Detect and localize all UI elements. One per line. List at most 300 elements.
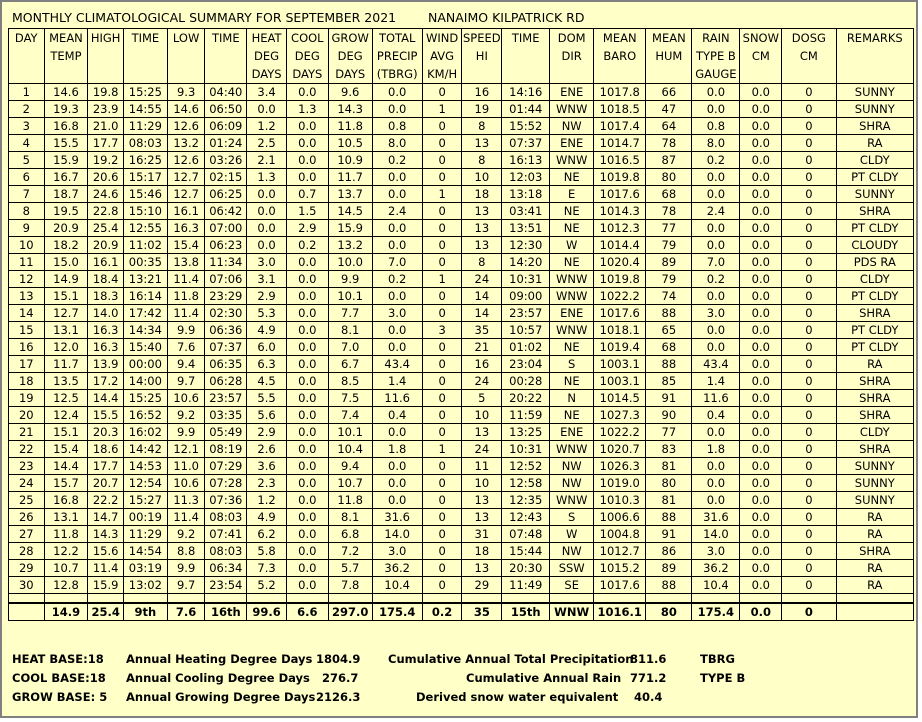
table-cell: 07:00 (205, 220, 247, 237)
grow-base-value: 5 (99, 690, 108, 704)
table-cell: 0.8 (692, 118, 740, 135)
table-cell: 11:49 (502, 577, 550, 594)
spacer-cell (247, 594, 287, 604)
table-cell: 10.4 (372, 577, 422, 594)
column-header-line: MEAN (652, 31, 686, 45)
table-cell: 0 (422, 458, 462, 475)
table-cell: 06:23 (205, 237, 247, 254)
spacer-cell (422, 594, 462, 604)
table-cell: 15.9 (44, 152, 88, 169)
totals-cell: 16th (205, 603, 247, 621)
table-cell: 9.4 (328, 458, 372, 475)
totals-cell: 9th (123, 603, 167, 621)
table-cell: 24 (462, 373, 502, 390)
table-cell: 0 (782, 373, 836, 390)
table-cell: 68 (646, 339, 692, 356)
table-cell: 1022.2 (594, 424, 646, 441)
column-header-line: COOL (291, 31, 324, 45)
table-cell: 47 (646, 101, 692, 118)
table-cell: 18.4 (88, 271, 124, 288)
table-cell: 0.0 (286, 526, 328, 543)
table-cell: 1014.3 (594, 203, 646, 220)
spacer-cell (502, 594, 550, 604)
table-cell: 2.1 (247, 152, 287, 169)
column-header (462, 29, 502, 84)
table-cell: 15.7 (44, 475, 88, 492)
table-cell: 0.0 (372, 237, 422, 254)
table-cell: 1014.7 (594, 135, 646, 152)
table-cell: 11.3 (167, 492, 205, 509)
table-cell: 2.9 (247, 424, 287, 441)
spacer-row (9, 594, 914, 604)
table-cell: 1020.4 (594, 254, 646, 271)
table-cell: 0.0 (286, 492, 328, 509)
table-cell: 14.6 (167, 101, 205, 118)
table-cell: 13:25 (502, 424, 550, 441)
table-cell: 13:02 (123, 577, 167, 594)
table-cell: 6 (9, 169, 45, 186)
table-cell: 1 (422, 441, 462, 458)
spacer-cell (372, 594, 422, 604)
table-cell: 0 (422, 492, 462, 509)
totals-cell: 0.2 (422, 603, 462, 621)
table-cell: 11.7 (44, 356, 88, 373)
table-cell: 0.0 (740, 390, 782, 407)
table-cell: 00:00 (123, 356, 167, 373)
table-cell: 15.4 (167, 237, 205, 254)
table-cell: 0.0 (740, 407, 782, 424)
table-cell: 13 (462, 220, 502, 237)
table-cell: 06:09 (205, 118, 247, 135)
table-cell: 85 (646, 373, 692, 390)
column-header (88, 29, 124, 84)
table-cell: 74 (646, 288, 692, 305)
table-cell: NW (550, 475, 594, 492)
table-cell: 7.2 (328, 543, 372, 560)
totals-cell: 6.6 (286, 603, 328, 621)
table-cell: 0.0 (692, 458, 740, 475)
table-cell: 0.0 (372, 322, 422, 339)
table-cell: 9.3 (167, 84, 205, 101)
table-cell: 20.9 (44, 220, 88, 237)
table-cell: 0.0 (740, 441, 782, 458)
table-cell: 0 (782, 407, 836, 424)
table-row (9, 152, 914, 169)
table-cell: 18.3 (88, 288, 124, 305)
table-cell: 12.6 (167, 118, 205, 135)
spacer-cell (88, 594, 124, 604)
table-cell: 80 (646, 169, 692, 186)
table-cell: 15:10 (123, 203, 167, 220)
table-cell: 16:02 (123, 424, 167, 441)
table-cell: 19.3 (44, 101, 88, 118)
table-cell: 0.0 (286, 441, 328, 458)
column-header-line: DEG (254, 49, 280, 63)
table-cell: 20 (9, 407, 45, 424)
table-cell: 13:21 (123, 271, 167, 288)
table-cell: 0 (782, 186, 836, 203)
table-cell: ENE (550, 424, 594, 441)
table-cell: 15.9 (88, 577, 124, 594)
table-cell: 02:30 (205, 305, 247, 322)
spacer-cell (44, 594, 88, 604)
table-cell: W (550, 526, 594, 543)
column-header (123, 29, 167, 84)
table-cell: 0 (782, 424, 836, 441)
table-cell: 06:25 (205, 186, 247, 203)
table-cell: 11.8 (167, 288, 205, 305)
cum-precip-label: Cumulative Annual Total Precipitation (388, 652, 634, 666)
table-cell: 7.0 (372, 254, 422, 271)
table-cell: 12.5 (44, 390, 88, 407)
table-cell: 0.0 (692, 84, 740, 101)
table-cell: 18.7 (44, 186, 88, 203)
table-cell: 77 (646, 220, 692, 237)
table-cell: 10.4 (328, 441, 372, 458)
spacer-cell (646, 594, 692, 604)
table-cell: 12.6 (167, 152, 205, 169)
table-cell: 0.0 (286, 356, 328, 373)
table-cell: 11.6 (692, 390, 740, 407)
table-cell: 0 (422, 339, 462, 356)
spacer-cell (740, 594, 782, 604)
table-row (9, 526, 914, 543)
table-cell: 14.3 (88, 526, 124, 543)
table-cell: 16:13 (502, 152, 550, 169)
column-header (205, 29, 247, 84)
table-cell: 0.0 (740, 356, 782, 373)
table-row (9, 577, 914, 594)
table-cell: PT CLDY (836, 339, 913, 356)
table-cell: 10.9 (328, 152, 372, 169)
column-header-line: CM (799, 49, 818, 63)
column-header-line: TIME (212, 31, 240, 45)
table-cell: 29 (462, 577, 502, 594)
table-cell: 9.7 (167, 373, 205, 390)
table-cell: 22.8 (88, 203, 124, 220)
table-cell: 0 (782, 509, 836, 526)
table-cell: 12.7 (167, 169, 205, 186)
table-row (9, 254, 914, 271)
table-cell: 23:29 (205, 288, 247, 305)
table-cell: 7.5 (328, 390, 372, 407)
table-cell: 7.4 (328, 407, 372, 424)
table-cell: 10.1 (328, 288, 372, 305)
table-cell: 0.0 (286, 373, 328, 390)
table-cell: 13 (462, 492, 502, 509)
table-cell: 16.1 (167, 203, 205, 220)
column-header-line: SNOW (742, 31, 779, 45)
column-header-line: GROW (331, 31, 369, 45)
table-cell: 07:37 (205, 339, 247, 356)
table-cell: 0.0 (247, 237, 287, 254)
table-cell: 0.0 (740, 203, 782, 220)
totals-cell (9, 603, 45, 621)
cool-base (12, 671, 106, 685)
table-cell: 1.4 (372, 373, 422, 390)
table-cell: 6.3 (247, 356, 287, 373)
cool-base-value: 18 (89, 671, 106, 685)
cool-base-label: COOL BASE: (12, 671, 90, 685)
table-cell: 0 (422, 118, 462, 135)
table-cell: 14.0 (88, 305, 124, 322)
table-cell: 13.1 (44, 509, 88, 526)
table-cell: 0.0 (286, 84, 328, 101)
table-cell: 0.0 (740, 475, 782, 492)
column-header-line: TOTAL (378, 31, 416, 45)
table-cell: 11:02 (123, 237, 167, 254)
table-cell: 0.0 (286, 322, 328, 339)
table-cell: 81 (646, 458, 692, 475)
table-cell: 0.0 (740, 220, 782, 237)
table-cell: 11.6 (372, 390, 422, 407)
spacer-cell (167, 594, 205, 604)
table-cell: 3.0 (247, 254, 287, 271)
table-cell: 12:43 (502, 509, 550, 526)
table-cell: SUNNY (836, 475, 913, 492)
table-cell: SUNNY (836, 492, 913, 509)
table-cell: 1015.2 (594, 560, 646, 577)
table-cell: 25.4 (88, 220, 124, 237)
table-cell: 1.2 (247, 492, 287, 509)
table-cell: 13 (462, 203, 502, 220)
table-cell: 2.5 (247, 135, 287, 152)
table-cell: PT CLDY (836, 220, 913, 237)
table-cell: 16 (462, 356, 502, 373)
table-cell: 31.6 (692, 509, 740, 526)
table-cell: RA (836, 509, 913, 526)
table-cell: 8.0 (372, 135, 422, 152)
table-cell: 11:34 (205, 254, 247, 271)
table-cell: 7.8 (328, 577, 372, 594)
table-cell: 01:44 (502, 101, 550, 118)
table-cell: 12.8 (44, 577, 88, 594)
table-cell: 1017.8 (594, 84, 646, 101)
table-cell: 15:46 (123, 186, 167, 203)
table-cell: 16:14 (123, 288, 167, 305)
table-cell: 9.4 (167, 356, 205, 373)
table-cell: 15.5 (88, 407, 124, 424)
table-cell: 16.3 (88, 322, 124, 339)
table-cell: 0.0 (740, 458, 782, 475)
annual-cooling-label: Annual Cooling Degree Days (126, 671, 310, 685)
totals-cell: 175.4 (692, 603, 740, 621)
table-cell: 0.0 (740, 84, 782, 101)
spacer-cell (9, 594, 45, 604)
table-cell: 8 (462, 254, 502, 271)
table-cell: 8 (462, 118, 502, 135)
table-cell: 10:31 (502, 271, 550, 288)
table-cell: 1010.3 (594, 492, 646, 509)
table-row (9, 220, 914, 237)
table-cell: 0 (422, 390, 462, 407)
table-cell: 07:36 (205, 492, 247, 509)
table-cell: 19.2 (88, 152, 124, 169)
table-cell: 3.1 (247, 271, 287, 288)
table-cell: 90 (646, 407, 692, 424)
table-cell: 0.0 (692, 288, 740, 305)
table-cell: 11:29 (123, 118, 167, 135)
column-header (372, 29, 422, 84)
title-bar (8, 10, 908, 26)
table-cell: 14.4 (88, 390, 124, 407)
table-cell: 13 (9, 288, 45, 305)
table-cell: CLDY (836, 424, 913, 441)
table-cell: 12.0 (44, 339, 88, 356)
table-cell: 13.7 (328, 186, 372, 203)
table-cell: 12.4 (44, 407, 88, 424)
table-row (9, 305, 914, 322)
table-cell: NE (550, 339, 594, 356)
table-cell: 15.5 (44, 135, 88, 152)
table-cell: NW (550, 118, 594, 135)
table-cell: 02:15 (205, 169, 247, 186)
table-cell: 10.7 (44, 560, 88, 577)
table-cell: 07:29 (205, 458, 247, 475)
table-cell: 0 (782, 135, 836, 152)
table-cell: 31.6 (372, 509, 422, 526)
table-cell: 0.0 (372, 458, 422, 475)
table-cell: 9.9 (167, 322, 205, 339)
table-cell: 1019.4 (594, 339, 646, 356)
annual-growing-value: 2126.3 (316, 690, 361, 704)
table-cell: 11:59 (502, 407, 550, 424)
table-cell: 00:28 (502, 373, 550, 390)
table-cell: 10:31 (502, 441, 550, 458)
table-cell: 5.2 (247, 577, 287, 594)
table-cell: 16:52 (123, 407, 167, 424)
column-header (44, 29, 88, 84)
spacer-cell (286, 594, 328, 604)
table-cell: 04:40 (205, 84, 247, 101)
column-header-line: DAYS (292, 67, 323, 81)
notes-section (8, 636, 914, 714)
table-cell: 9.7 (167, 577, 205, 594)
table-cell: 1016.5 (594, 152, 646, 169)
table-cell: 14:54 (123, 543, 167, 560)
column-header-line: SPEED (463, 31, 501, 45)
table-cell: 1019.8 (594, 169, 646, 186)
table-cell: 13 (462, 560, 502, 577)
table-cell: 11.7 (328, 169, 372, 186)
table-cell: NW (550, 543, 594, 560)
table-cell: 24 (462, 271, 502, 288)
table-cell: 7.0 (692, 254, 740, 271)
table-cell: 0.0 (247, 203, 287, 220)
table-cell: 11.4 (167, 305, 205, 322)
table-cell: 07:37 (502, 135, 550, 152)
table-cell: 03:35 (205, 407, 247, 424)
column-header (167, 29, 205, 84)
table-cell: 36.2 (372, 560, 422, 577)
totals-cell: 99.6 (247, 603, 287, 621)
table-row (9, 169, 914, 186)
table-cell: 07:06 (205, 271, 247, 288)
table-cell: 12.1 (167, 441, 205, 458)
table-cell: 20:22 (502, 390, 550, 407)
table-cell: 15.9 (328, 220, 372, 237)
table-cell: 0 (422, 424, 462, 441)
table-cell: 3.0 (372, 305, 422, 322)
table-cell: 0 (422, 509, 462, 526)
table-cell: 13.8 (167, 254, 205, 271)
table-cell: 6.2 (247, 526, 287, 543)
table-cell: 09:00 (502, 288, 550, 305)
table-cell: RA (836, 135, 913, 152)
table-cell: 21.0 (88, 118, 124, 135)
column-header-line: DAY (14, 31, 38, 45)
table-cell: 1019.8 (594, 271, 646, 288)
totals-cell: 25.4 (88, 603, 124, 621)
table-cell: 14 (9, 305, 45, 322)
totals-cell: 14.9 (44, 603, 88, 621)
table-cell: 0.0 (286, 543, 328, 560)
table-cell: 0 (782, 101, 836, 118)
table-cell: 19.5 (44, 203, 88, 220)
table-cell: 88 (646, 577, 692, 594)
table-cell: 0.0 (740, 373, 782, 390)
column-header-line: TIME (131, 31, 160, 45)
table-cell: ENE (550, 84, 594, 101)
table-cell: 30 (9, 577, 45, 594)
table-cell: 86 (646, 543, 692, 560)
table-cell: NE (550, 169, 594, 186)
totals-cell: 80 (646, 603, 692, 621)
table-cell: 2.9 (247, 288, 287, 305)
table-cell: 12.2 (44, 543, 88, 560)
table-cell: 23 (9, 458, 45, 475)
column-header (692, 29, 740, 84)
table-cell: 0 (782, 220, 836, 237)
table-cell: 9.9 (167, 560, 205, 577)
table-cell: 65 (646, 322, 692, 339)
table-cell: 1017.4 (594, 118, 646, 135)
spacer-cell (836, 594, 913, 604)
table-cell: 14:53 (123, 458, 167, 475)
table-cell: 20:30 (502, 560, 550, 577)
table-cell: ENE (550, 135, 594, 152)
table-cell: 0 (422, 152, 462, 169)
table-row (9, 543, 914, 560)
column-header-line: CM (751, 49, 770, 63)
table-cell: 13.9 (88, 356, 124, 373)
table-row (9, 186, 914, 203)
table-cell: 24 (462, 441, 502, 458)
table-cell: 0.0 (372, 339, 422, 356)
table-cell: 1 (9, 84, 45, 101)
table-cell: 0.0 (692, 237, 740, 254)
table-cell: 13 (462, 135, 502, 152)
totals-cell: 297.0 (328, 603, 372, 621)
spacer-cell (550, 594, 594, 604)
table-cell: 07:48 (502, 526, 550, 543)
column-header (9, 29, 45, 84)
table-cell: 0 (782, 169, 836, 186)
table-cell: 16.1 (88, 254, 124, 271)
table-cell: 5.6 (247, 407, 287, 424)
table-row (9, 560, 914, 577)
table-cell: 15.0 (44, 254, 88, 271)
station-name: NANAIMO KILPATRICK RD (428, 10, 585, 25)
table-cell: 1003.1 (594, 373, 646, 390)
table-cell: 0 (422, 475, 462, 492)
table-cell: 0.0 (740, 543, 782, 560)
table-cell: 26 (9, 509, 45, 526)
table-row (9, 288, 914, 305)
table-cell: 8 (9, 203, 45, 220)
table-cell: NW (550, 458, 594, 475)
table-cell: 0 (782, 84, 836, 101)
